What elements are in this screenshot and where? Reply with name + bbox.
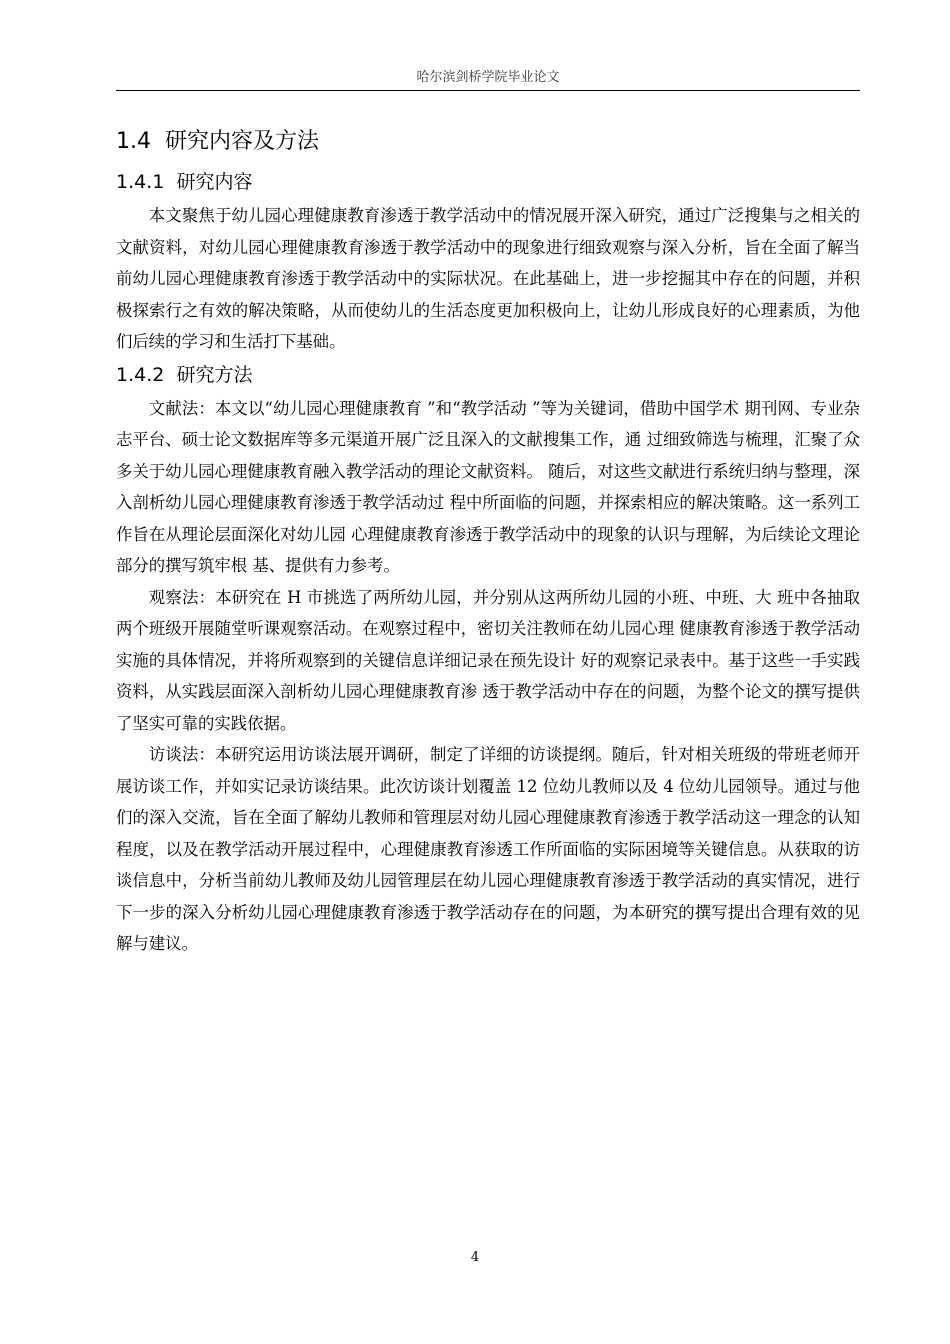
literature-method-paragraph: 文献法：本文以“幼儿园心理健康教育 ”和“教学活动 ”等为关键词，借助中国学术 期刊网、专业杂志平台、硕士论文数据库等多元渠道开展广泛且深入的文献搜集工作，通 过细致筛选与梳理，汇聚了众多关于幼儿园心理健康教育融入教学活动的理论文献资料。 随后，对这些文献进行系统归纳与整理，深入剖析幼儿园心理健康教育渗透于教学活动过 程中所面临的问题，并探索相应的解决策略。这一系列工作旨在从理论层面深化对幼儿园 心理健康教育渗透于教学活动中的现象的认识与理解，为后续论文理论部分的撰写筑牢根 基、提供有力参考。 <box>116 398 860 575</box>
research-content-paragraph: 本文聚焦于幼儿园心理健康教育渗透于教学活动中的情况展开深入研究，通过广泛搜集与之相关的文献资料，对幼儿园心理健康教育渗透于教学活动中的现象进行细致观察与深入分析，旨在全面了解当前幼儿园心理健康教育渗透于教学活动中的实际状况。在此基础上，进一步挖掘其中存在的问题，并积极探索行之有效的解决策略，从而使幼儿的生活态度更加积极向上，让幼儿形成良好的心理素质，为他们后续的学习和生活打下基础。 <box>116 206 860 351</box>
subsection-title: 研究内容 <box>176 171 253 193</box>
running-header <box>116 66 860 91</box>
subsection-number: 1.4.1 <box>116 171 165 193</box>
page-number: 4 <box>470 1250 480 1265</box>
interview-method-paragraph: 访谈法：本研究运用访谈法展开调研，制定了详细的访谈提纲。随后，针对相关班级的带班老师开展访谈工作，并如实记录访谈结果。此次访谈计划覆盖 12 位幼儿教师以及 4 位幼儿园领导。通过与他们的深入交流，旨在全面了解幼儿教师和管理层对幼儿园心理健康教育渗透于教学活动这一理念的认知程度，以及在教学活动开展过程中，心理健康教育渗透工作所面临的实际困境等关键信息。从获取的访谈信息中，分析当前幼儿教师及幼儿园管理层在幼儿园心理健康教育渗透于教学活动的真实情况，进行下一步的深入分析幼儿园心理健康教育渗透于教学活动存在的问题，为本研究的撰写提出合理有效的见解与建议。 <box>116 745 860 953</box>
section-heading <box>116 124 860 155</box>
header-title: 哈尔滨剑桥学院毕业论文 <box>416 70 560 85</box>
subsection-heading-research-method <box>116 360 860 387</box>
observation-method-paragraph: 观察法：本研究在 H 市挑选了两所幼儿园，并分别从这两所幼儿园的小班、中班、大 班中各抽取两个班级开展随堂听课观察活动。在观察过程中，密切关注教师在幼儿园心理 健康教育渗透于教学活动实施的具体情况，并将所观察到的关键信息详细记录在预先设计 好的观察记录表中。基于这些一手实践资料，从实践层面深入剖析幼儿园心理健康教育渗 透于教学活动中存在的问题，为整个论文的撰写提供了坚实可靠的实践依据。 <box>116 587 860 733</box>
section-number: 1.4 <box>116 129 151 154</box>
subsection-title: 研究方法 <box>176 363 253 386</box>
section-title: 研究内容及方法 <box>165 129 320 154</box>
page-body <box>116 118 860 960</box>
subsection-number: 1.4.2 <box>116 363 165 386</box>
subsection-heading-research-content <box>116 167 860 194</box>
